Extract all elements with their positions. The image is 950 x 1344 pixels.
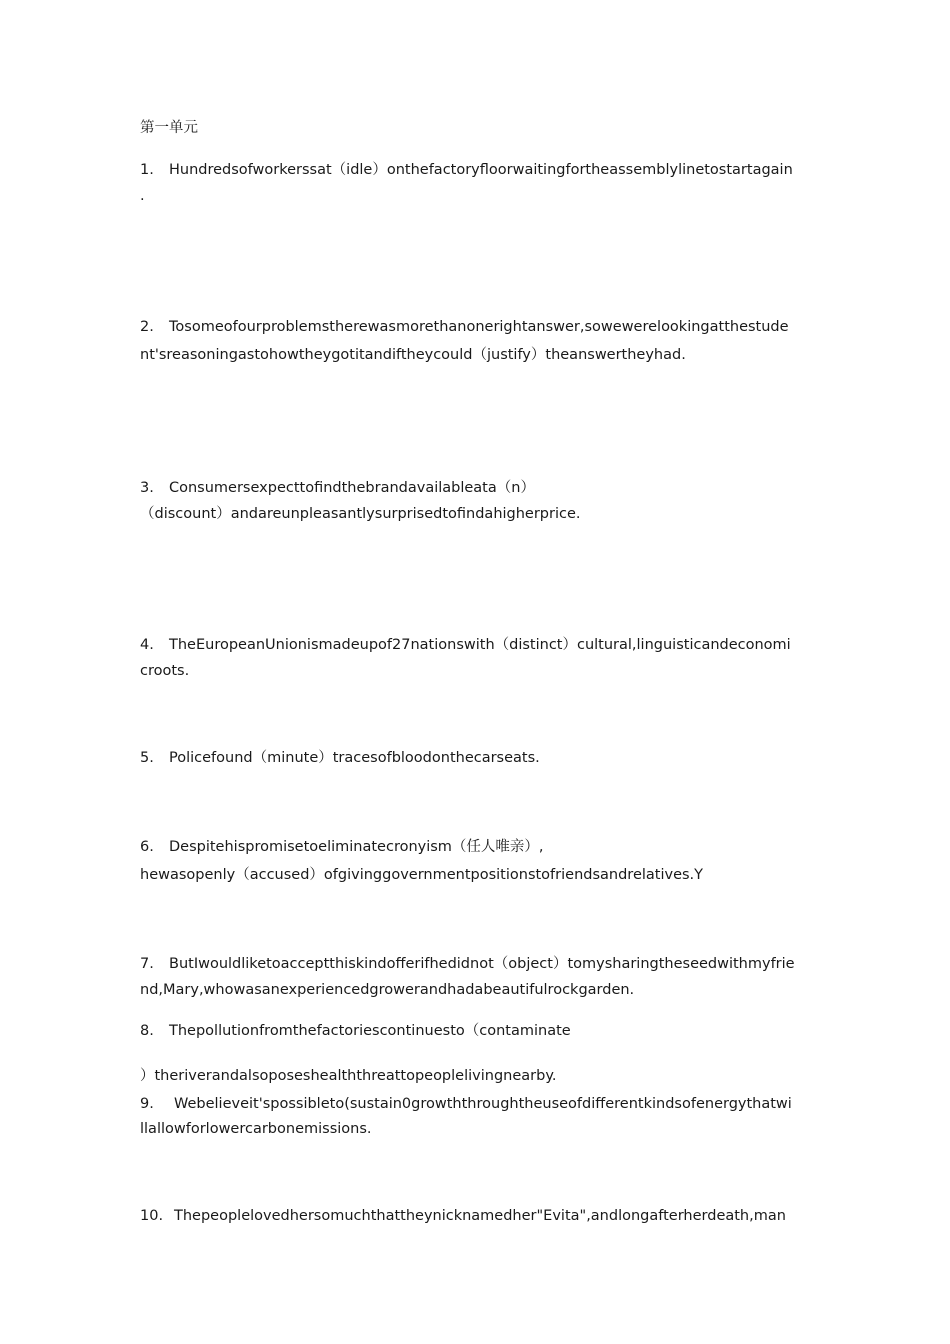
- item-text: Thepeoplelovedhersomuchthattheynicknamedher"Evita",andlongafterherdeath,man: [174, 1208, 786, 1224]
- item-number: 9.: [140, 1096, 154, 1112]
- item-1-line-2: .: [140, 188, 145, 204]
- item-text: ButIwouldliketoacceptthiskindofferifhedidnot（object）tomysharingtheseedwithmyfrie: [169, 956, 795, 972]
- item-6-line-1: [140, 838, 544, 856]
- item-8-line-2: ）theriverandalsoposeshealththreattopeoplelivingnearby.: [140, 1068, 557, 1084]
- item-number: 6.: [140, 839, 154, 855]
- item-text: Despitehispromisetoeliminatecronyism（任人唯亲）,: [169, 839, 544, 855]
- item-2-line-1: [140, 318, 789, 336]
- item-number: 1.: [140, 162, 154, 178]
- item-1-line-1: [140, 161, 793, 179]
- item-text: TheEuropeanUnionismadeupof27nationswith（distinct）cultural,linguisticandeconomi: [169, 637, 791, 653]
- item-6-line-2: hewasopenly（accused）ofgivinggovernmentpositionstofriendsandrelatives.Y: [140, 867, 704, 883]
- item-3-line-1: [140, 479, 535, 497]
- item-number: 3.: [140, 480, 154, 496]
- unit-title: 第一单元: [140, 120, 198, 136]
- item-5-line-1: [140, 749, 540, 767]
- item-text: Hundredsofworkerssat（idle）onthefactoryfloorwaitingfortheassemblylinetostartagain: [169, 162, 793, 178]
- item-number: 4.: [140, 637, 154, 653]
- item-7-line-2: nd,Mary,whowasanexperiencedgrowerandhadabeautifulrockgarden.: [140, 982, 635, 998]
- item-4-line-2: croots.: [140, 663, 190, 679]
- item-number: 5.: [140, 750, 154, 766]
- item-number: 7.: [140, 956, 154, 972]
- item-10-line-1: [140, 1207, 786, 1225]
- item-number: 2.: [140, 319, 154, 335]
- item-8-line-1: [140, 1022, 571, 1040]
- item-text: Consumersexpecttofindthebrandavailableata（n）: [169, 480, 535, 496]
- item-2-line-2: nt'sreasoningastohowtheygotitandiftheycould（justify）theanswertheyhad.: [140, 347, 686, 363]
- item-9-line-1: [140, 1095, 792, 1113]
- item-text: Webelieveit'spossibleto(sustain0growththroughtheuseofdifferentkindsofenergythatwi: [174, 1096, 792, 1112]
- item-number: 10.: [140, 1208, 164, 1224]
- item-4-line-1: [140, 636, 791, 654]
- item-7-line-1: [140, 955, 795, 973]
- item-text: Tosomeofourproblemstherewasmorethanonerightanswer,sowewerelookingatthestude: [169, 319, 789, 335]
- item-number: 8.: [140, 1023, 154, 1039]
- item-text: Policefound（minute）tracesofbloodonthecarseats.: [169, 750, 540, 766]
- item-text: Thepollutionfromthefactoriescontinuesto（contaminate: [169, 1023, 571, 1039]
- item-3-line-2: （discount）andareunpleasantlysurprisedtofindahigherprice.: [140, 506, 581, 522]
- item-9-line-2: llallowforlowercarbonemissions.: [140, 1121, 372, 1137]
